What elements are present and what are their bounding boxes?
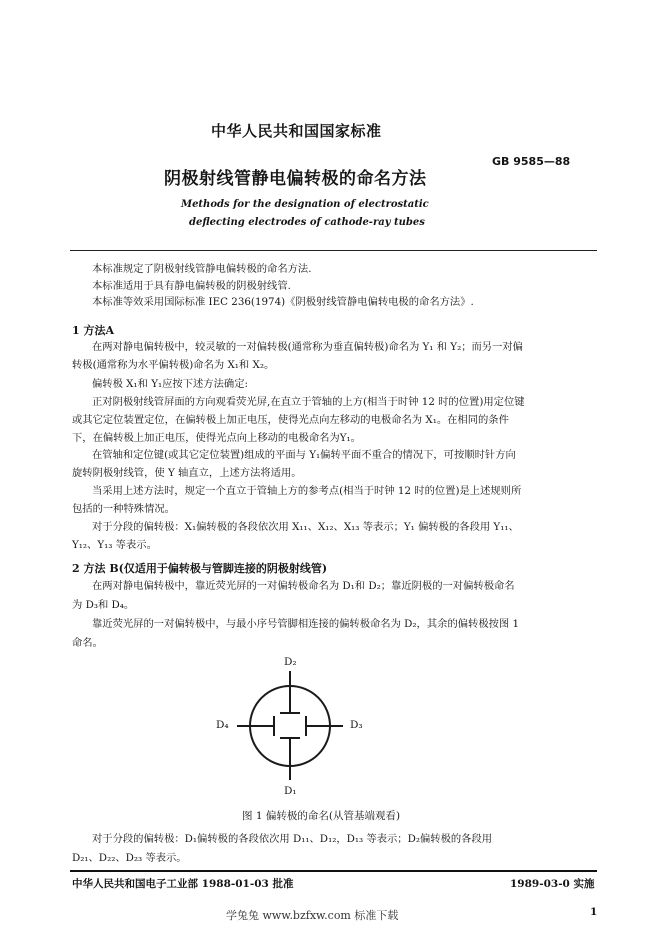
closing-para-a: 对于分段的偏转极：D₁偏转极的各段依次用 D₁₁、D₁₂，D₁₃ 等表示；D₂偏转极的各段用: [92, 833, 493, 845]
section-1-para-5a: 当采用上述方法时，规定一个直立于管轴上方的参考点(相当于时钟 12 时的位置)是上述规则所: [92, 485, 522, 497]
watermark-text: 学兔兔 www.bzfxw.com 标准下载: [226, 909, 399, 922]
intro-line-2: 本标准适用于具有静电偏转极的阴极射线管.: [92, 280, 291, 292]
figure-caption: 图 1 偏转极的命名(从管基端观看): [242, 810, 401, 822]
effective-date: 1989-03-0 实施: [510, 878, 595, 890]
section-2-para-2b: 命名。: [72, 637, 103, 649]
section-1-para-1b: 转极(通常称为水平偏转极)命名为 X₁和 X₂。: [72, 359, 275, 371]
issuer-line: 中华人民共和国电子工业部 1988-01-03 批准: [72, 878, 294, 890]
electrode-label-bottom: D₁: [284, 785, 297, 797]
section-1-para-4b: 旋转阴极射线管，使 Y 轴直立，上述方法将适用。: [72, 467, 302, 479]
closing-para-b: D₂₁、D₂₂、D₂₃ 等表示。: [72, 852, 187, 864]
english-title-line-2: deflecting electrodes of cathode-ray tubes: [189, 217, 425, 228]
section-2-title: 2 方法 B(仅适用于偏转极与管脚连接的阴极射线管): [72, 562, 328, 575]
electrode-label-top: D₂: [284, 656, 297, 668]
standard-number: GB 9585—88: [492, 155, 571, 168]
section-1-title: 1 方法A: [72, 324, 115, 337]
document-title: 阴极射线管静电偏转极的命名方法: [164, 169, 427, 189]
section-1-para-2: 偏转极 X₁和 Y₁应按下述方法确定:: [92, 378, 248, 390]
section-2-para-1a: 在两对静电偏转极中，靠近荧光屏的一对偏转极命名为 D₁和 D₂；靠近阴极的一对偏转极命名: [92, 580, 515, 592]
electrode-label-right: D₃: [350, 719, 363, 731]
section-1-para-3c: 下，在偏转极上加正电压，使得光点向上移动的电极命名为Y₁。: [72, 432, 361, 444]
intro-line-1: 本标准规定了阴极射线管静电偏转极的命名方法.: [92, 263, 312, 275]
section-1-para-3b: 或其它定位装置定位，在偏转极上加正电压，使得光点向左移动的电极命名为 X₁。在相同的条件: [72, 414, 509, 426]
section-2-para-1b: 为 D₃和 D₄。: [72, 599, 135, 611]
intro-line-3: 本标准等效采用国际标准 IEC 236(1974)《阴极射线管静电偏转电极的命名方法》.: [92, 296, 474, 308]
section-1-para-6b: Y₁₂、Y₁₃ 等表示。: [72, 539, 157, 551]
national-standard-heading: 中华人民共和国国家标准: [211, 122, 382, 140]
section-2-para-2a: 靠近荧光屏的一对偏转极中，与最小序号管脚相连接的偏转极命名为 D₂，其余的偏转极按图 1: [92, 618, 520, 630]
electrode-label-left: D₄: [216, 719, 229, 731]
section-1-para-1a: 在两对静电偏转极中，较灵敏的一对偏转极(通常称为垂直偏转极)命名为 Y₁ 和 Y₂；而另一对偏: [92, 341, 523, 353]
footer-divider: [70, 870, 597, 872]
section-1-para-6a: 对于分段的偏转极：X₁偏转极的各段依次用 X₁₁、X₁₂、X₁₃ 等表示；Y₁ 偏转极的各段用 Y₁₁、: [92, 521, 519, 533]
page-number: 1: [590, 906, 598, 918]
section-1-para-3a: 正对阴极射线管屏面的方向观看荧光屏,在直立于管轴的上方(相当于时钟 12 时的位置)用定位键: [92, 396, 525, 408]
section-1-para-5b: 包括的一种特殊情况。: [72, 503, 175, 515]
english-title-line-1: Methods for the designation of electrostatic: [181, 199, 429, 210]
section-1-para-4a: 在管轴和定位键(或其它定位装置)组成的平面与 Y₁偏转平面不重合的情况下，可按顺时针方向: [92, 449, 516, 461]
